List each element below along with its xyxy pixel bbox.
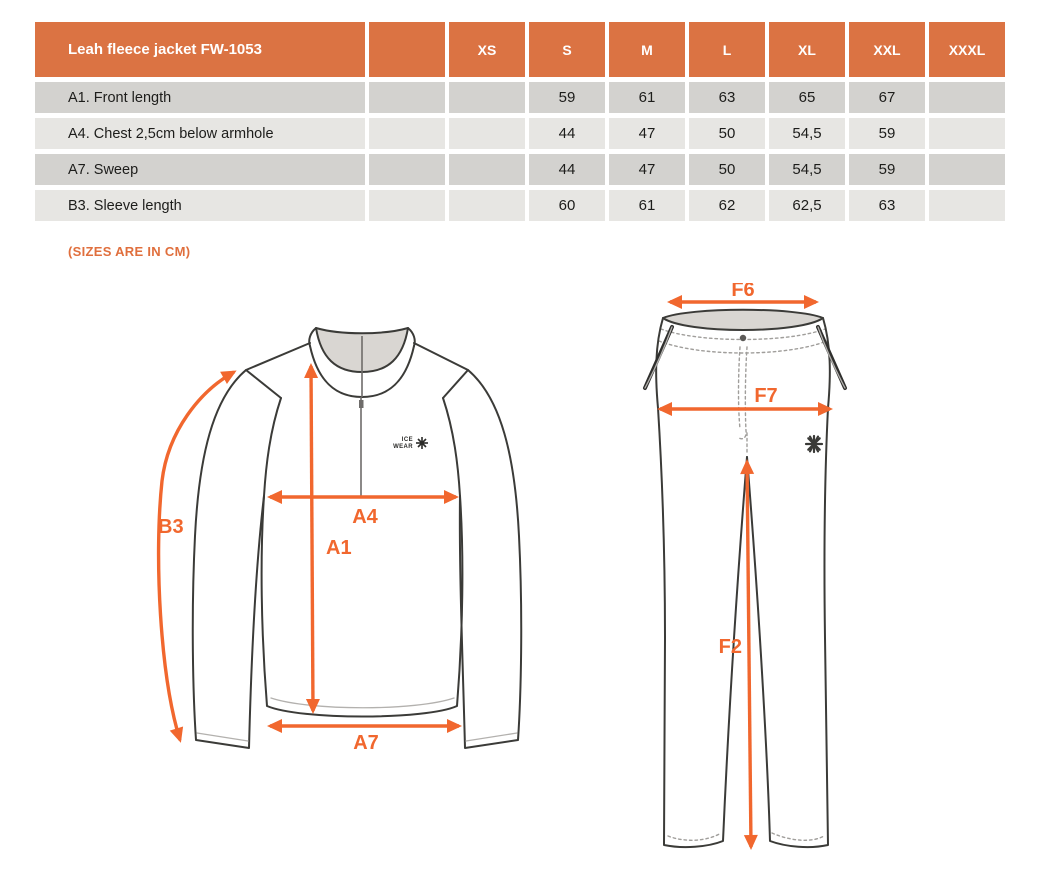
size-value-cell bbox=[369, 82, 445, 113]
size-value-cell bbox=[929, 190, 1005, 221]
row-label: A7. Sweep bbox=[35, 154, 365, 185]
size-value-cell bbox=[369, 190, 445, 221]
a1-front-length-arrow bbox=[311, 366, 313, 711]
logo-text-line2: WEAR bbox=[393, 444, 413, 450]
size-value-cell: 44 bbox=[529, 154, 605, 185]
row-label: B3. Sleeve length bbox=[35, 190, 365, 221]
pants-waistband bbox=[659, 310, 827, 353]
jacket-label-a1: A1 bbox=[326, 537, 352, 559]
size-value-cell bbox=[449, 82, 525, 113]
size-chart-table bbox=[35, 22, 1005, 221]
column-header-xxxl: XXXL bbox=[929, 22, 1005, 77]
size-value-cell: 50 bbox=[689, 154, 765, 185]
size-value-cell bbox=[929, 82, 1005, 113]
size-value-cell: 62 bbox=[689, 190, 765, 221]
table-title: Leah fleece jacket FW-1053 bbox=[35, 22, 365, 77]
size-value-cell: 67 bbox=[849, 82, 925, 113]
size-value-cell: 44 bbox=[529, 118, 605, 149]
size-value-cell bbox=[449, 118, 525, 149]
size-value-cell bbox=[449, 190, 525, 221]
size-value-cell: 61 bbox=[609, 82, 685, 113]
size-value-cell: 50 bbox=[689, 118, 765, 149]
size-value-cell bbox=[449, 154, 525, 185]
column-header-s: S bbox=[529, 22, 605, 77]
logo-text-line1: ICE bbox=[401, 437, 413, 443]
column-header-xxl: XXL bbox=[849, 22, 925, 77]
waist-button bbox=[740, 335, 746, 341]
b3-sleeve-arrow bbox=[159, 372, 234, 740]
jacket-body bbox=[246, 343, 468, 717]
pants-snowflake-icon bbox=[806, 436, 822, 452]
column-header-l: L bbox=[689, 22, 765, 77]
brand-logo bbox=[393, 437, 428, 450]
size-value-cell: 62,5 bbox=[769, 190, 845, 221]
pants-legs bbox=[656, 318, 830, 847]
row-label: A4. Chest 2,5cm below armhole bbox=[35, 118, 365, 149]
jacket-zipper bbox=[359, 397, 364, 498]
size-value-cell: 61 bbox=[609, 190, 685, 221]
pants-label-f2: F2 bbox=[718, 636, 742, 658]
size-value-cell bbox=[369, 154, 445, 185]
size-value-cell: 47 bbox=[609, 154, 685, 185]
jacket-diagram bbox=[150, 296, 570, 778]
jacket-sleeves bbox=[193, 370, 521, 748]
logo-snowflake-icon bbox=[416, 437, 428, 449]
column-header-m: M bbox=[609, 22, 685, 77]
pants-label-f7: F7 bbox=[754, 385, 778, 407]
pants-fly bbox=[738, 347, 747, 455]
size-value-cell bbox=[369, 118, 445, 149]
row-label: A1. Front length bbox=[35, 82, 365, 113]
pants-label-f6: F6 bbox=[731, 283, 755, 301]
column-header-xl: XL bbox=[769, 22, 845, 77]
jacket-label-b3: B3 bbox=[158, 516, 184, 538]
size-value-cell bbox=[929, 118, 1005, 149]
size-value-cell: 47 bbox=[609, 118, 685, 149]
size-value-cell: 59 bbox=[849, 154, 925, 185]
size-value-cell: 59 bbox=[849, 118, 925, 149]
size-value-cell: 54,5 bbox=[769, 118, 845, 149]
pants-diagram bbox=[628, 283, 898, 883]
size-value-cell: 65 bbox=[769, 82, 845, 113]
jacket-label-a7: A7 bbox=[353, 732, 379, 754]
size-value-cell: 54,5 bbox=[769, 154, 845, 185]
sizes-unit-note: (SIZES ARE IN CM) bbox=[68, 244, 191, 259]
size-value-cell: 63 bbox=[849, 190, 925, 221]
size-value-cell: 60 bbox=[529, 190, 605, 221]
jacket-collar bbox=[309, 328, 415, 397]
size-value-cell: 59 bbox=[529, 82, 605, 113]
jacket-label-a4: A4 bbox=[352, 506, 378, 528]
size-value-cell bbox=[929, 154, 1005, 185]
size-value-cell: 63 bbox=[689, 82, 765, 113]
f2-inseam-arrow bbox=[747, 462, 751, 847]
column-header-xs: XS bbox=[449, 22, 525, 77]
column-header-blank bbox=[369, 22, 445, 77]
